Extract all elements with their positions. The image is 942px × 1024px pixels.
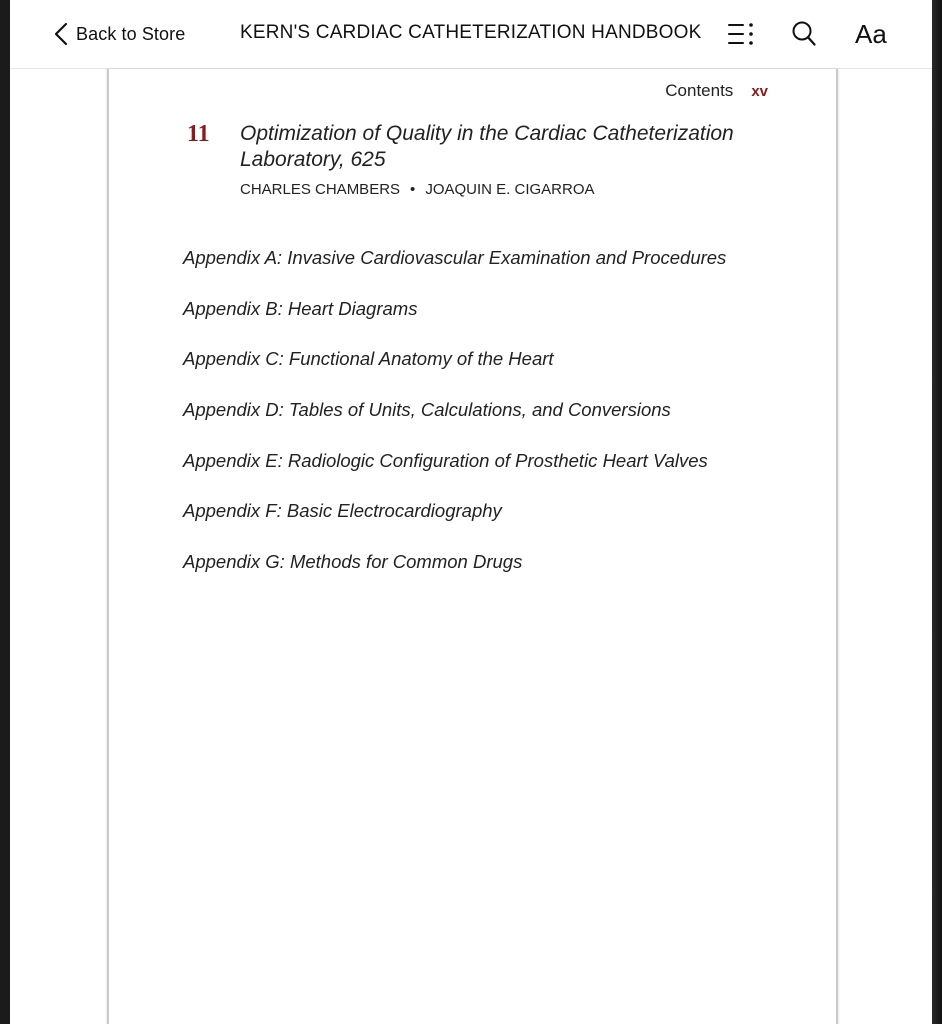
book-reader-window (10, 0, 932, 1024)
book-title: KERN'S CARDIAC CATHETERIZATION HANDBOOK (240, 22, 702, 43)
appendix-e-entry[interactable]: Appendix E: Radiologic Configuration of Prosthetic Heart Valves (183, 449, 708, 471)
appendix-b-entry[interactable]: Appendix B: Heart Diagrams (183, 297, 418, 319)
back-to-store-button[interactable] (54, 20, 185, 48)
chevron-left-icon (54, 22, 68, 46)
running-head-section: Contents (665, 81, 734, 100)
appendix-g-entry[interactable]: Appendix G: Methods for Common Drugs (183, 551, 523, 573)
font-settings-button[interactable]: Aa (855, 19, 887, 49)
chapter-authors (240, 181, 595, 198)
appendix-list (183, 247, 803, 602)
chapter-number: 11 (187, 121, 210, 147)
book-page (107, 69, 838, 1024)
appendix-f-entry[interactable]: Appendix F: Basic Electrocardiography (183, 500, 502, 522)
table-of-contents-icon[interactable] (726, 20, 756, 53)
search-icon[interactable] (791, 20, 817, 53)
author-separator: • (410, 181, 416, 198)
running-head (665, 81, 768, 101)
background-edge (932, 0, 942, 1024)
reader-toolbar (10, 0, 932, 69)
chapter-title: Optimization of Quality in the Cardiac Catheterization Laboratory, 625 (240, 122, 734, 171)
running-head-page-number: xv (751, 83, 768, 100)
chapter-author: JOAQUIN E. CIGARROA (425, 181, 595, 198)
chapter-author: CHARLES CHAMBERS (240, 181, 401, 198)
appendix-d-entry[interactable]: Appendix D: Tables of Units, Calculations, and Conversions (183, 399, 671, 421)
appendix-a-entry[interactable]: Appendix A: Invasive Cardiovascular Examination and Procedures (183, 247, 727, 268)
back-to-store-label: Back to Store (76, 23, 186, 44)
appendix-c-entry[interactable]: Appendix C: Functional Anatomy of the Heart (183, 348, 554, 370)
